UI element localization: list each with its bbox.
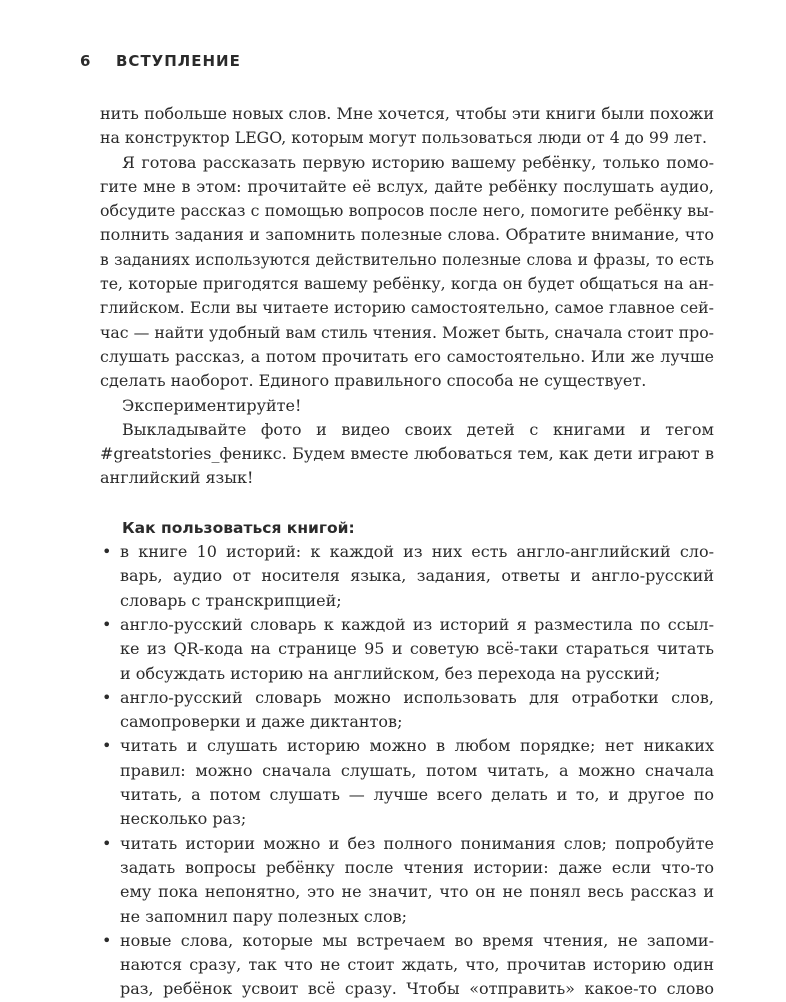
bullet-glyph: • [102, 833, 112, 853]
text-line: полнить задания и запомнить полезные слова. Обратите внимание, что [100, 225, 714, 245]
text-line: ке из QR-кода на странице 95 и советую всё-таки стараться читать [120, 639, 714, 659]
list-item [100, 540, 714, 613]
page-number: 6 [80, 52, 91, 70]
paragraph-experiment [100, 394, 714, 418]
page-body [100, 102, 714, 1002]
text-line: английский язык! [100, 468, 254, 488]
running-header [80, 52, 241, 70]
text-line: англо-русский словарь к каждой из историй я разместила по ссыл- [120, 614, 714, 634]
text-line: читать истории можно и без полного понимания слов; попробуйте [120, 833, 714, 853]
paragraph-intro [100, 151, 714, 394]
text-line: англо-русский словарь можно использовать для отработки слов, [120, 687, 714, 707]
text-line: задать вопросы ребёнку после чтения истории: даже если что-то [120, 857, 714, 877]
text-line: словарь с транскрипцией; [120, 590, 342, 610]
howto-list [100, 540, 714, 1002]
text-line: читать, а потом слушать — лучше всего делать и то, и другое по [120, 785, 714, 805]
text-line: обсудите рассказ с помощью вопросов после него, помогите ребёнку вы- [100, 201, 714, 221]
text-line: #greatstories_феникс. Будем вместе любоваться тем, как дети играют в [100, 444, 714, 464]
text-line: правил: можно сначала слушать, потом читать, а можно сначала [120, 760, 714, 780]
paragraph-share [100, 418, 714, 491]
list-item [100, 613, 714, 686]
text-line: глийском. Если вы читаете историю самостоятельно, самое главное сей- [100, 298, 714, 318]
list-item [100, 734, 714, 831]
section-gap [100, 491, 714, 516]
text-line: и обсуждать историю на английском, без перехода на русский; [120, 663, 661, 683]
text-line: Экспериментируйте! [122, 395, 302, 415]
section-title: ВСТУПЛЕНИЕ [116, 52, 241, 70]
text-line: в книге 10 историй: к каждой из них есть англо-английский сло- [120, 542, 714, 562]
bullet-glyph: • [102, 736, 112, 756]
text-line: нить побольше новых слов. Мне хочется, чтобы эти книги были похожи [100, 104, 714, 123]
text-line: в заданиях используются действительно полезные слова и фразы, то есть [100, 250, 714, 269]
text-line: сделать наоборот. Единого правильного способа не существует. [100, 371, 647, 391]
bullet-glyph: • [102, 614, 112, 634]
text-line: Выкладывайте фото и видео своих детей с книгами и тегом [122, 419, 714, 439]
list-item [100, 686, 714, 735]
text-line: ему пока непонятно, это не значит, что он не понял весь рассказ и [120, 882, 714, 902]
text-line: те, которые пригодятся вашему ребёнку, когда он будет общаться на ан- [100, 274, 714, 294]
text-line: наются сразу, так что не стоит ждать, что, прочитав историю один [120, 955, 714, 975]
text-line: самопроверки и даже диктантов; [120, 712, 403, 732]
text-line: Я готова рассказать первую историю вашему ребёнку, только помо- [122, 152, 714, 172]
paragraph-continuation [100, 102, 714, 151]
text-line: новые слова, которые мы встречаем во время чтения, не запоми- [120, 930, 714, 950]
text-line: не запомнил пару полезных слов; [120, 906, 408, 926]
text-line: гите мне в этом: прочитайте её вслух, дайте ребёнку послушать аудио, [100, 176, 714, 196]
text-line: час — найти удобный вам стиль чтения. Может быть, сначала стоит про- [100, 322, 714, 342]
bullet-glyph: • [102, 687, 112, 707]
text-line: читать и слушать историю можно в любом порядке; нет никаких [120, 736, 714, 756]
bullet-glyph: • [102, 930, 112, 950]
bullet-glyph: • [102, 542, 112, 562]
text-line: на конструктор LEGO, которым могут пользоваться люди от 4 до 99 лет. [100, 128, 708, 148]
text-line: несколько раз; [120, 809, 247, 829]
list-item [100, 832, 714, 929]
howto-heading: Как пользоваться книгой: [122, 518, 355, 537]
text-line: варь, аудио от носителя языка, задания, ответы и англо-русский [120, 566, 714, 586]
text-line: раз, ребёнок усвоит всё сразу. Чтобы «отправить» какое-то слово [120, 979, 714, 999]
text-line: слушать рассказ, а потом прочитать его самостоятельно. Или же лучше [100, 346, 714, 366]
list-item [100, 929, 714, 1002]
